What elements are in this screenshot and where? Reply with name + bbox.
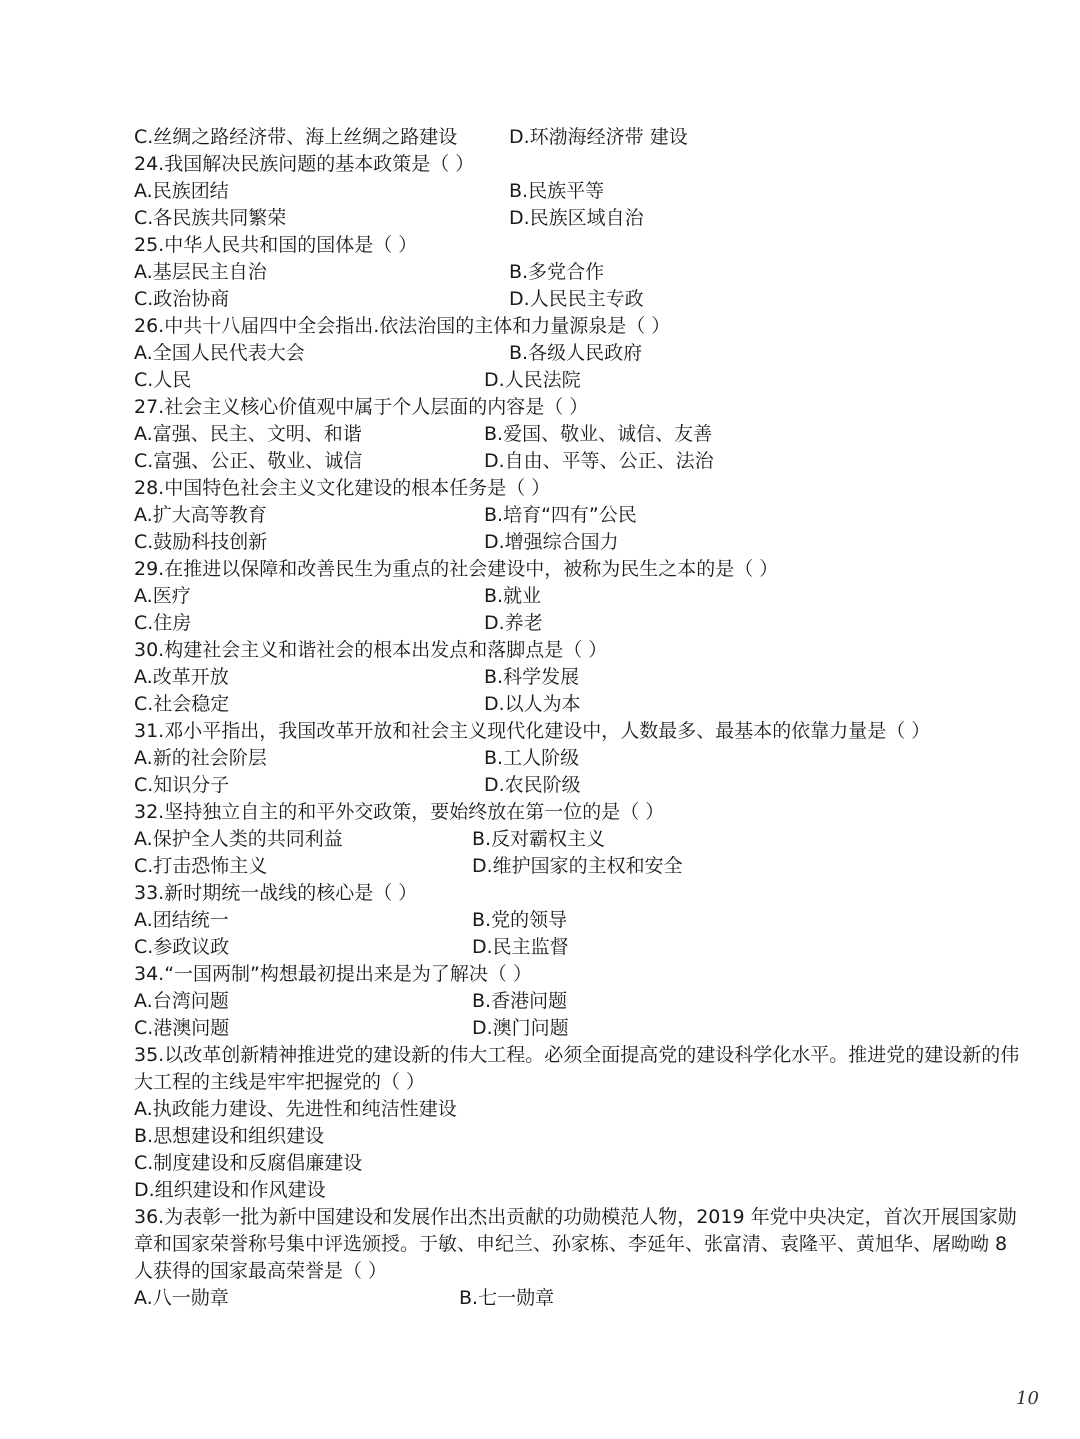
question-stem: 33.新时期统一战线的核心是（ ） [134,882,418,904]
option-row [134,853,1024,880]
page-number: 10 [1016,1388,1039,1409]
question-list [134,124,1024,1312]
option-b: B.各级人民政府 [509,342,643,364]
option-row [134,178,1024,205]
option-row [134,772,1024,799]
option-a: A.基层民主自治 [134,261,267,283]
question-stem: 30.构建社会主义和谐社会的根本出发点和落脚点是（ ） [134,639,608,661]
option-c: C.鼓励科技创新 [134,531,268,553]
question-stem: 31.邓小平指出，我国改革开放和社会主义现代化建设中，人数最多、最基本的依靠力量是（ ） [134,720,931,742]
question-stem: 29.在推进以保障和改善民生为重点的社会建设中，被称为民生之本的是（ ） [134,558,779,580]
option-b: B.多党合作 [509,261,605,283]
option-d: D.澳门问题 [472,1017,569,1039]
question-stem: 28.中国特色社会主义文化建设的根本任务是（ ） [134,477,551,499]
option-a: A.改革开放 [134,666,229,688]
option-row [134,529,1024,556]
option-row [134,205,1024,232]
option-b: B.香港问题 [472,990,568,1012]
option-a: A.执政能力建设、先进性和纯洁性建设 [134,1098,457,1120]
option-d: D.养老 [484,612,543,634]
option-c: C.富强、公正、敬业、诚信 [134,450,363,472]
option-b: B.爱国、敬业、诚信、友善 [484,423,713,445]
option-d: D.增强综合国力 [484,531,619,553]
option-c: C.住房 [134,612,192,634]
option-c: C.知识分子 [134,774,230,796]
option-a: A.医疗 [134,585,191,607]
question-stem: 36.为表彰一批为新中国建设和发展作出杰出贡献的功勋模范人物，2019 年党中央决定，首次开展国家勋章和国家荣誉称号集中评选颁授。于敏、申纪兰、孙家栋、李延年、张富清、袁隆平、黄旭华、屠呦呦 8 人获得的国家最高荣誉是（ ） [134,1206,1017,1282]
option-row [134,934,1024,961]
option-row [134,367,1024,394]
option-row [134,907,1024,934]
option-b: B.工人阶级 [484,747,580,769]
option-d: D.以人为本 [484,693,581,715]
option-b: B.就业 [484,585,542,607]
option-row [134,691,1024,718]
option-c: C.各民族共同繁荣 [134,207,287,229]
option-row [134,448,1024,475]
option-c: C.人民 [134,369,192,391]
option-d: D.维护国家的主权和安全 [472,855,683,877]
option-d: D.农民阶级 [484,774,581,796]
option-c: C.打击恐怖主义 [134,855,268,877]
option-a: A.保护全人类的共同利益 [134,828,343,850]
option-c: C.社会稳定 [134,693,230,715]
option-row [134,610,1024,637]
option-a: A.民族团结 [134,180,229,202]
option-d: D.人民法院 [484,369,581,391]
option-b: B.培育“四有”公民 [484,504,637,526]
option-a: A.台湾问题 [134,990,229,1012]
question-stem: 25.中华人民共和国的国体是（ ） [134,234,418,256]
option-row [134,502,1024,529]
option-row [134,340,1024,367]
option-row [134,664,1024,691]
option-b: B.党的领导 [472,909,568,931]
option-b: B.反对霸权主义 [472,828,606,850]
question-stem: 35.以改革创新精神推进党的建设新的伟大工程。必须全面提高党的建设科学化水平。推进党的建设新的伟大工程的主线是牢牢把握党的（ ） [134,1044,1020,1093]
option-d: D.环渤海经济带 建设 [509,126,688,148]
option-d: D.组织建设和作风建设 [134,1179,326,1201]
option-b: B.思想建设和组织建设 [134,1125,325,1147]
option-a: A.团结统一 [134,909,229,931]
option-b: B.科学发展 [484,666,580,688]
option-row [134,583,1024,610]
option-c: C.制度建设和反腐倡廉建设 [134,1152,363,1174]
option-row [134,1285,1024,1312]
question-stem: 26.中共十八届四中全会指出.依法治国的主体和力量源泉是（ ） [134,315,671,337]
option-row [134,988,1024,1015]
option-a: A.新的社会阶层 [134,747,267,769]
option-c: C.港澳问题 [134,1017,230,1039]
option-d: D.自由、平等、公正、法治 [484,450,714,472]
option-d: D.民主监督 [472,936,569,958]
option-b: B.七一勋章 [459,1287,555,1309]
option-row [134,286,1024,313]
option-a: A.扩大高等教育 [134,504,267,526]
option-d: D.民族区域自治 [509,207,644,229]
option-b: B.民族平等 [509,180,605,202]
option-c: C.政治协商 [134,288,230,310]
carryover-options [134,124,1024,151]
option-row [134,745,1024,772]
option-d: D.人民民主专政 [509,288,644,310]
question-stem: 24.我国解决民族问题的基本政策是（ ） [134,153,475,175]
question-stem: 27.社会主义核心价值观中属于个人层面的内容是（ ） [134,396,589,418]
option-a: A.八一勋章 [134,1287,229,1309]
option-row [134,421,1024,448]
option-a: A.富强、民主、文明、和谐 [134,423,362,445]
option-a: A.全国人民代表大会 [134,342,305,364]
question-stem: 32.坚持独立自主的和平外交政策，要始终放在第一位的是（ ） [134,801,665,823]
question-stem: 34.“一国两制”构想最初提出来是为了解决（ ） [134,963,532,985]
option-c: C.丝绸之路经济带、海上丝绸之路建设 [134,126,458,148]
option-row [134,1015,1024,1042]
option-row [134,259,1024,286]
option-row [134,826,1024,853]
option-c: C.参政议政 [134,936,230,958]
